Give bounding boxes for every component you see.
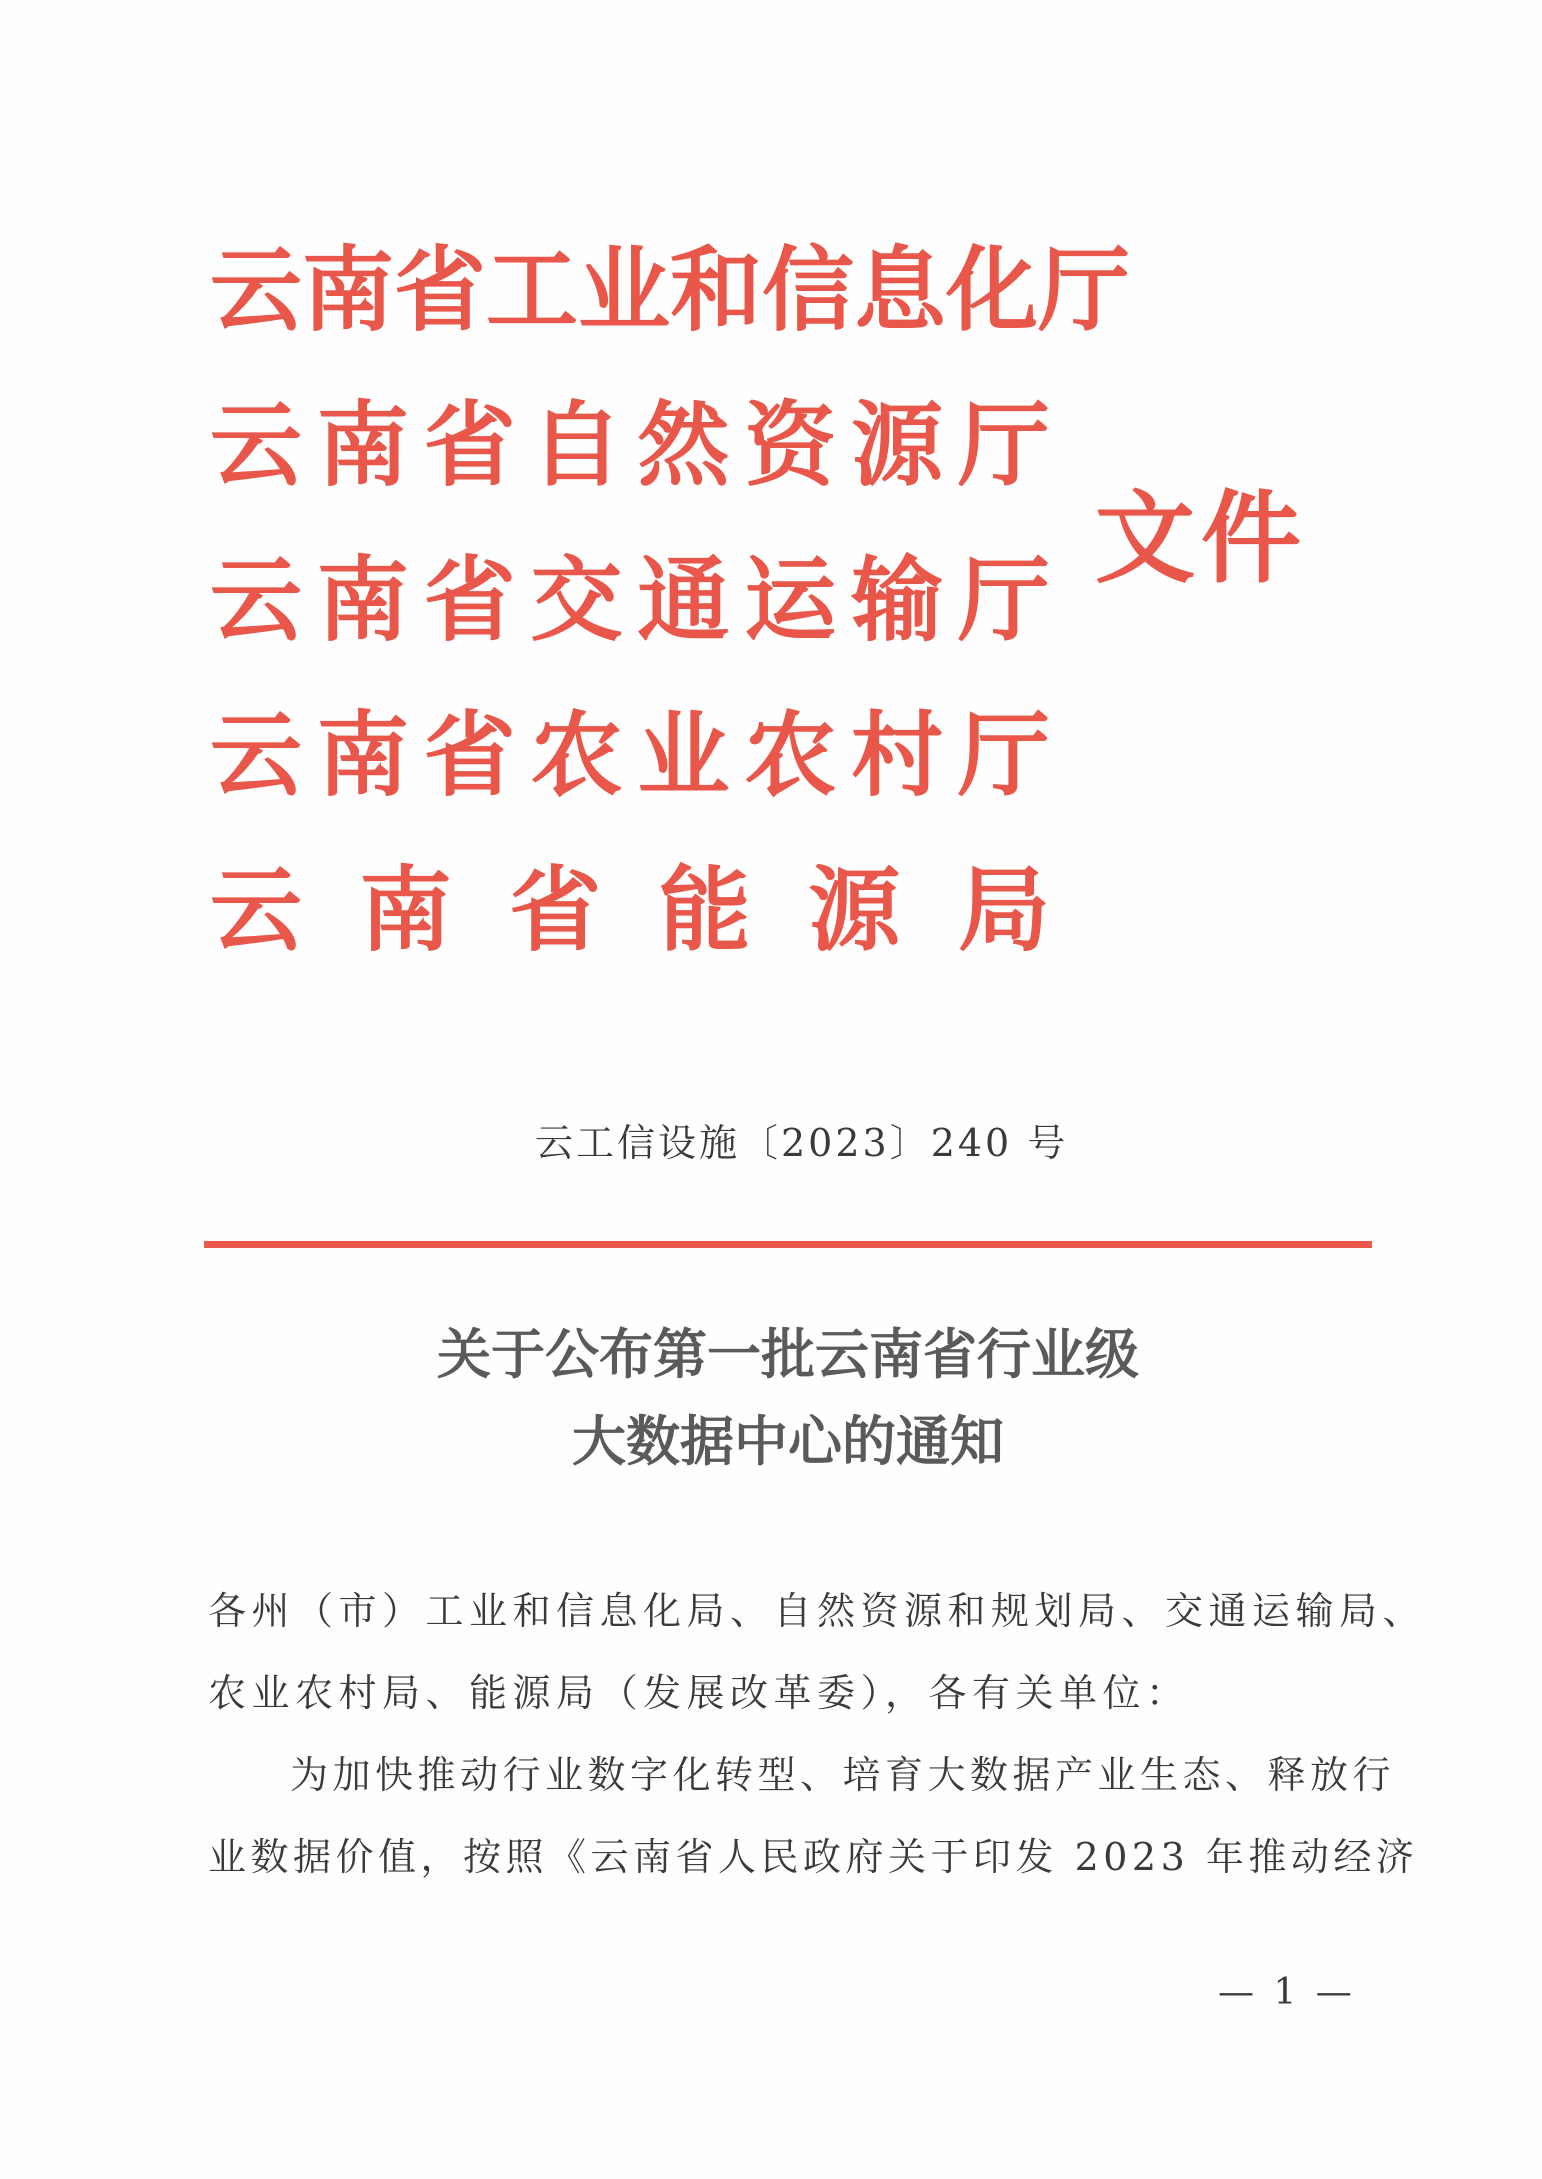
body-paragraph-line-2: 业数据价值，按照《云南省人民政府关于印发 2023 年推动经济 xyxy=(208,1835,1419,1879)
authority-char: 农 xyxy=(530,701,623,809)
authority-char: 云 xyxy=(210,546,303,654)
authority-char: 村 xyxy=(851,701,944,809)
authority-char: 业 xyxy=(578,236,671,344)
authority-char: 息 xyxy=(854,236,947,344)
authority-char: 输 xyxy=(851,546,944,654)
authority-char: 能 xyxy=(658,856,751,964)
recipients-line-2: 农业农村局、能源局（发展改革委），各有关单位： xyxy=(208,1671,1190,1715)
recipients-line-1: 各州（市）工业和信息化局、自然资源和规划局、交通运输局、 xyxy=(208,1589,1427,1633)
authority-char: 运 xyxy=(744,546,837,654)
document-number: 云工信设施〔2023〕240 号 xyxy=(535,1121,1069,1165)
authority-char: 资 xyxy=(744,391,837,499)
authority-char: 省 xyxy=(509,856,602,964)
authority-char: 厅 xyxy=(957,701,1050,809)
authority-char: 云 xyxy=(210,391,303,499)
authority-char: 云 xyxy=(210,236,303,344)
authority-char: 厅 xyxy=(1038,236,1131,344)
document-title-line-2: 大数据中心的通知 xyxy=(572,1409,1004,1473)
authority-char: 南 xyxy=(316,391,409,499)
authority-char: 厅 xyxy=(957,391,1050,499)
authority-char: 通 xyxy=(637,546,730,654)
authority-char: 交 xyxy=(530,546,623,654)
authority-char: 南 xyxy=(316,701,409,809)
authority-char: 工 xyxy=(486,236,579,344)
authority-char: 源 xyxy=(851,391,944,499)
authority-char: 局 xyxy=(957,856,1050,964)
authority-char: 业 xyxy=(637,701,730,809)
authority-char: 云 xyxy=(210,701,303,809)
authority-char: 南 xyxy=(302,236,395,344)
red-divider xyxy=(204,1241,1372,1248)
authority-char: 信 xyxy=(762,236,855,344)
authority-name xyxy=(210,690,1050,820)
body-paragraph-line-1: 为加快推动行业数字化转型、培育大数据产业生态、释放行 xyxy=(290,1753,1396,1797)
authority-char: 源 xyxy=(808,856,901,964)
authority-char: 省 xyxy=(394,236,487,344)
authority-name xyxy=(210,845,1050,975)
authority-char: 省 xyxy=(423,546,516,654)
document-title-line-1: 关于公布第一批云南省行业级 xyxy=(437,1322,1139,1386)
authority-char: 化 xyxy=(946,236,1039,344)
authority-name xyxy=(210,535,1050,665)
authority-char: 南 xyxy=(359,856,452,964)
page-number: — 1 — xyxy=(1218,1972,1356,2013)
authority-char: 自 xyxy=(530,391,623,499)
authority-char: 然 xyxy=(637,391,730,499)
authority-name xyxy=(210,225,1131,355)
authority-char: 农 xyxy=(744,701,837,809)
authority-char: 南 xyxy=(316,546,409,654)
authority-name xyxy=(210,380,1050,510)
authority-char: 和 xyxy=(670,236,763,344)
authority-char: 省 xyxy=(423,391,516,499)
authority-char: 省 xyxy=(423,701,516,809)
authority-char: 云 xyxy=(210,856,303,964)
document-suffix: 文件 xyxy=(1095,479,1307,597)
authority-char: 厅 xyxy=(957,546,1050,654)
